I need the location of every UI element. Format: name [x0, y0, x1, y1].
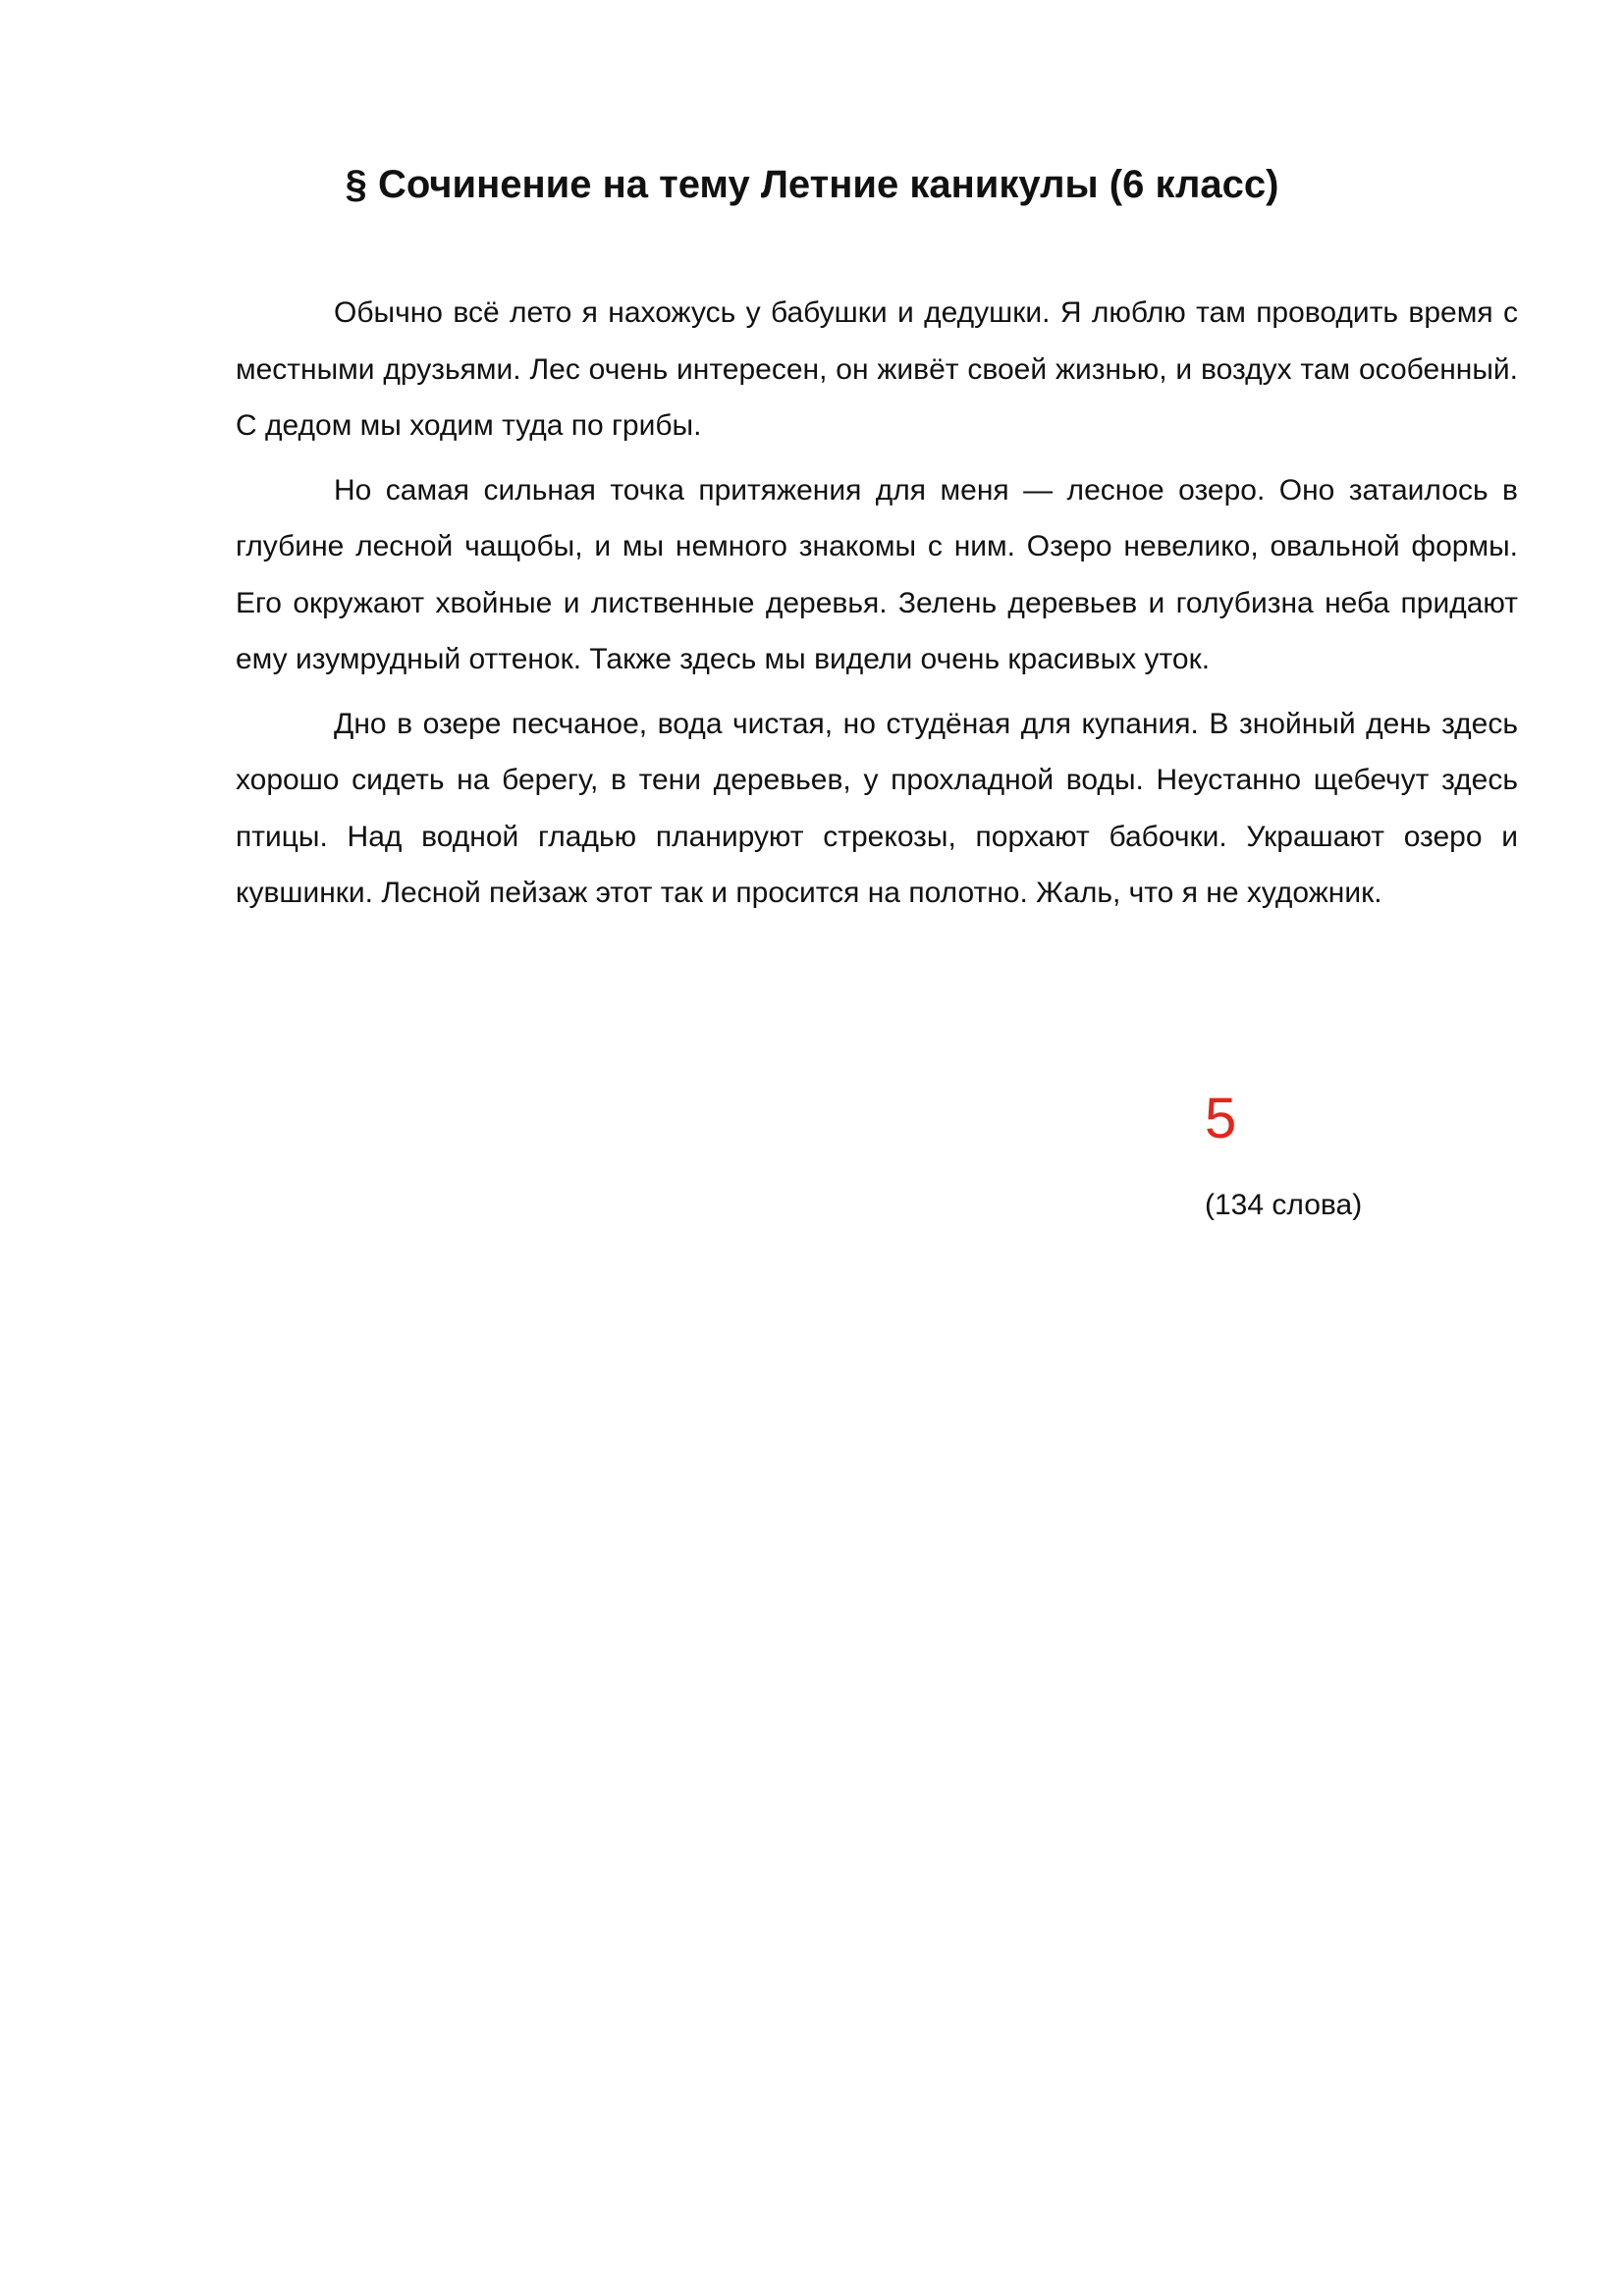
- essay-title: § Сочинение на тему Летние каникулы (6 класс): [345, 163, 1279, 206]
- essay-paragraph-1: Обычно всё лето я нахожусь у бабушки и дедушки. Я люблю там проводить время с местными друзьями. Лес очень интересен, он живёт своей жизнью, и воздух там особенный. С дедом мы ходим туда по грибы.: [236, 296, 1518, 442]
- grade-mark: 5: [1205, 1087, 1237, 1150]
- word-count: (134 слова): [1205, 1189, 1363, 1221]
- essay-body: [236, 285, 1518, 930]
- essay-paragraph-3: Дно в озере песчаное, вода чистая, но студёная для купания. В знойный день здесь хорошо сидеть на берегу, в тени деревьев, у прохладной воды. Неустанно щебечут здесь птицы. Над водной гладью планируют стрекозы, порхают бабочки. Украшают озеро и кувшинки. Лесной пейзаж этот так и просится на полотно. Жаль, что я не художник.: [236, 707, 1518, 909]
- essay-paragraph-2: Но самая сильная точка притяжения для меня — лесное озеро. Оно затаилось в глубине лесной чащобы, и мы немного знакомы с ним. Озеро невелико, овальной формы. Его окружают хвойные и лиственные деревья. Зелень деревьев и голубизна неба придают ему изумрудный оттенок. Также здесь мы видели очень красивых уток.: [236, 473, 1518, 675]
